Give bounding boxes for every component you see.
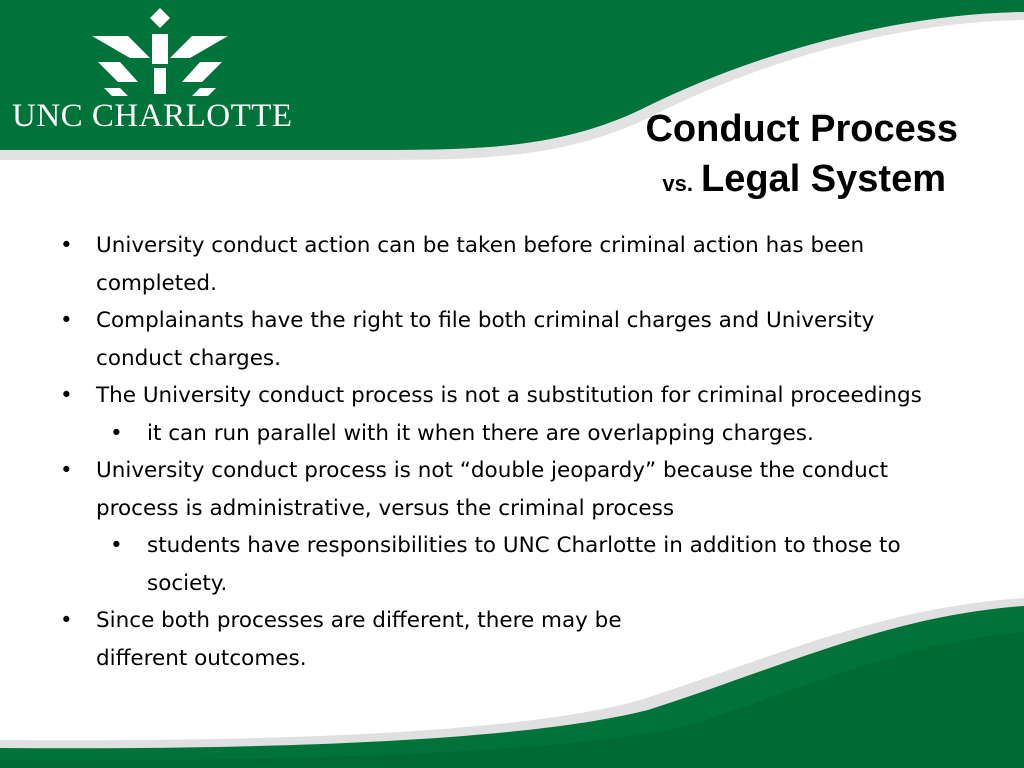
bullet-content [60,227,960,677]
bullet-item: • The University conduct process is not a substitution for criminal proceedings [60,377,960,415]
title-vs: vs. [662,171,693,196]
title-legal-system: Legal System [701,158,946,200]
bullet-item: • University conduct action can be taken before criminal action has been completed. [60,227,960,302]
sub-bullet-item: • it can run parallel with it when there are overlapping charges. [60,415,960,453]
title-line-2 [645,154,946,209]
logo-wordmark: UNC CHARLOTTE [12,98,293,134]
bullet-item-text: • Since both processes are different, there may be different outcomes. [96,608,622,671]
bullet-item: • Complainants have the right to file both criminal charges and University conduct charges. [60,302,960,377]
bullet-item: • University conduct process is not “double jeopardy” because the conduct process is administrative, versus the criminal process [60,452,960,527]
slide-title [645,104,958,209]
sub-bullet-item: • students have responsibilities to UNC Charlotte in addition to those to society. [60,527,960,602]
title-line-1: Conduct Process [645,108,958,150]
bullet-item [60,602,960,677]
bullet-list [60,227,960,677]
crown-icon [0,0,330,100]
unc-charlotte-logo [0,0,330,150]
